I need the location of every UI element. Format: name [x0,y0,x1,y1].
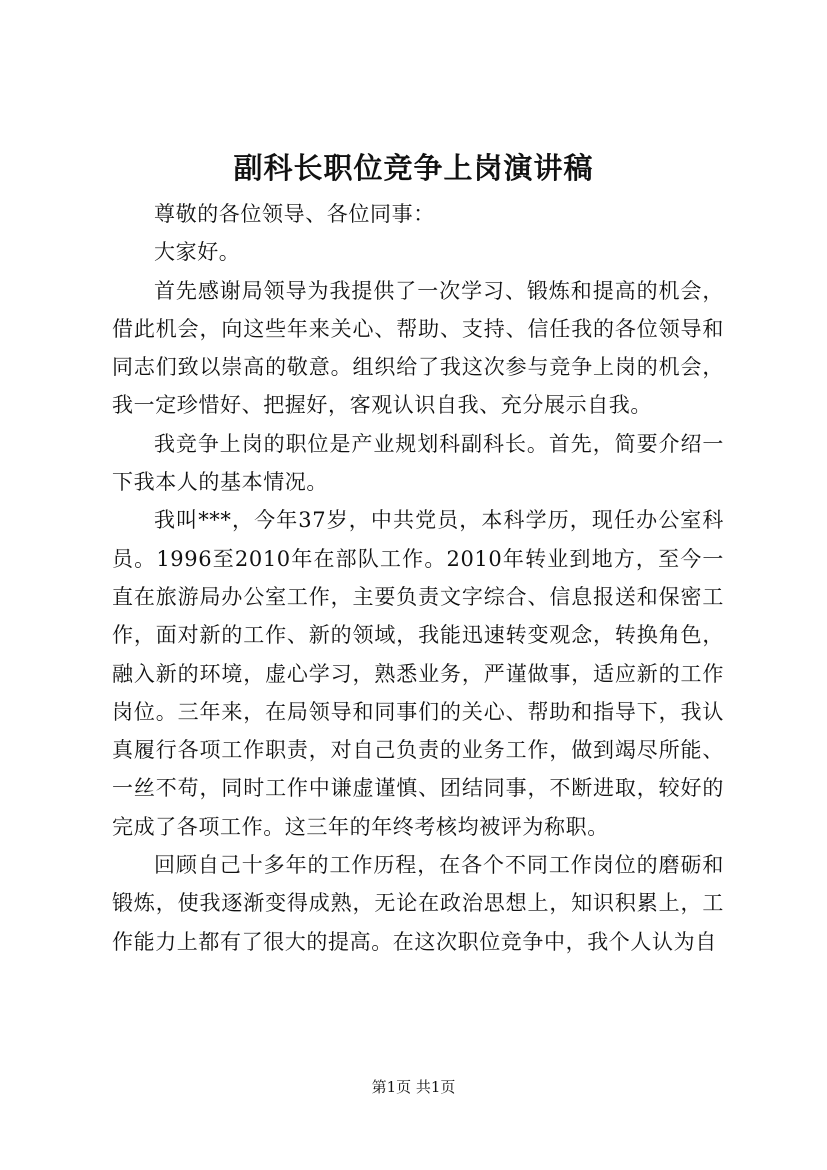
greeting-paragraph: 大家好。 [154,240,241,265]
page-footer: 第1页 共1页 [371,1078,456,1096]
body-paragraph: 首先感谢局领导为我提供了一次学习、锻炼和提高的机会，借此机会，向这些年来关心、帮助、支持、信任我的各位领导和同志们致以崇高的敬意。组织给了我这次参与竞争上岗的机会，我一定珍惜好、把握好，客观认识自我、充分展示自我。 [112,278,724,418]
document-title: 副科长职位竞争上岗演讲稿 [233,151,594,185]
body-paragraph: 回顾自己十多年的工作历程，在各个不同工作岗位的磨砺和锻炼，使我逐渐变得成熟，无论在政治思想上，知识积累上，工作能力上都有了很大的提高。在这次职位竞争中，我个人认为自 [112,853,724,954]
document-body [112,195,724,961]
salutation-paragraph: 尊敬的各位领导、各位同事： [154,202,435,226]
body-paragraph: 我竞争上岗的职位是产业规划科副科长。首先，简要介绍一下我本人的基本情况。 [112,431,724,495]
body-paragraph: 我叫***，今年37岁，中共党员，本科学历，现任办公室科员。1996至2010年在部队工作。2010年转业到地方，至今一直在旅游局办公室工作，主要负责文字综合、信息报送和保密工作，面对新的工作、新的领域，我能迅速转变观念，转换角色，融入新的环境，虚心学习，熟悉业务，严谨做事，适应新的工作岗位。三年来，在局领导和同事们的关心、帮助和指导下，我认真履行各项工作职责，对自己负责的业务工作，做到竭尽所能、一丝不苟，同时工作中谦虚谨慎、团结同事，不断进取，较好的完成了各项工作。这三年的年终考核均被评为称职。 [112,508,724,839]
